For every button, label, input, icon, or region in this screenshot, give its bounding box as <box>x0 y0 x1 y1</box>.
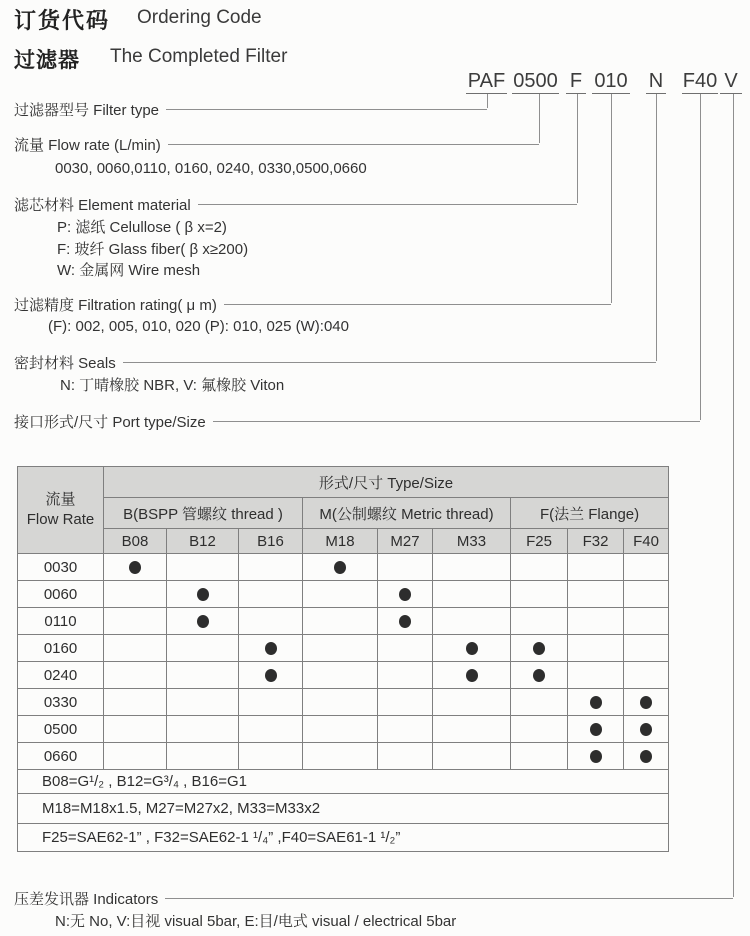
availability-dot <box>466 669 478 682</box>
availability-dot <box>640 723 652 736</box>
availability-cell <box>303 716 378 743</box>
flow-rate-cell: 0160 <box>18 635 104 662</box>
availability-cell <box>511 743 568 770</box>
connector-flow <box>539 94 540 143</box>
availability-cell <box>378 743 433 770</box>
availability-dot <box>399 588 411 601</box>
col-b12: B12 <box>167 529 239 554</box>
flow-rate-header-zh: 流量 <box>45 490 76 508</box>
leader-line <box>198 204 577 205</box>
availability-cell <box>433 716 511 743</box>
connector-seal <box>656 94 657 361</box>
availability-cell <box>568 662 624 689</box>
availability-cell <box>568 689 624 716</box>
availability-cell <box>167 743 239 770</box>
type-size-title: 形式/尺寸 Type/Size <box>104 467 669 498</box>
availability-cell <box>167 716 239 743</box>
availability-cell <box>239 581 303 608</box>
flow-rate-cell: 0110 <box>18 608 104 635</box>
material-option-p: P: 滤纸 Celullose ( β x=2) <box>57 219 227 236</box>
connector-model <box>487 94 488 108</box>
availability-cell <box>433 689 511 716</box>
availability-cell <box>378 581 433 608</box>
availability-dot <box>265 669 277 682</box>
flow-rate-cell: 0060 <box>18 581 104 608</box>
type-size-table <box>17 466 669 852</box>
table-row <box>18 689 669 716</box>
availability-cell <box>167 635 239 662</box>
availability-dot <box>533 642 545 655</box>
table-row <box>18 608 669 635</box>
note-row-bspp <box>18 770 669 794</box>
availability-cell <box>303 554 378 581</box>
leader-line <box>224 304 611 305</box>
availability-cell <box>511 716 568 743</box>
availability-cell <box>167 662 239 689</box>
flow-rate-cell: 0500 <box>18 716 104 743</box>
page-title-zh: 订货代码 <box>14 8 111 33</box>
col-f40: F40 <box>624 529 669 554</box>
code-segment-indicator: V <box>720 70 742 94</box>
availability-cell <box>239 554 303 581</box>
legend-flow-rate <box>14 135 539 153</box>
flow-rate-cell: 0330 <box>18 689 104 716</box>
code-segment-material: F <box>566 70 586 94</box>
page-subtitle-zh: 过滤器 <box>14 49 80 72</box>
availability-dot <box>265 642 277 655</box>
availability-dot <box>640 750 652 763</box>
availability-cell <box>624 662 669 689</box>
availability-cell <box>303 743 378 770</box>
availability-cell <box>624 581 669 608</box>
flow-rate-header <box>18 467 104 554</box>
availability-cell <box>303 608 378 635</box>
flow-rate-values: 0030, 0060,0110, 0160, 0240, 0330,0500,0660 <box>55 160 367 177</box>
note-bspp: B08=G¹/₂ , B12=G³/₄ , B16=G1 <box>18 770 669 794</box>
leader-line <box>165 898 733 899</box>
legend-port-type <box>14 412 700 430</box>
availability-cell <box>511 635 568 662</box>
availability-cell <box>511 608 568 635</box>
legend-flow-rate-label: 流量 Flow rate (L/min) <box>14 136 161 154</box>
col-f25: F25 <box>511 529 568 554</box>
flow-rate-cell: 0240 <box>18 662 104 689</box>
availability-cell <box>511 689 568 716</box>
availability-dot <box>640 696 652 709</box>
availability-cell <box>433 581 511 608</box>
flow-rate-cell: 0030 <box>18 554 104 581</box>
availability-cell <box>104 608 167 635</box>
table-row <box>18 716 669 743</box>
availability-cell <box>624 608 669 635</box>
indicators-options: N:无 No, V:目视 visual 5bar, E:目/电式 visual / electrical 5bar <box>55 913 457 930</box>
availability-cell <box>378 689 433 716</box>
note-flange: F25=SAE62-1” , F32=SAE62-1 ¹/₄” ,F40=SAE61-1 ¹/₂” <box>18 824 669 852</box>
availability-cell <box>511 662 568 689</box>
leader-line <box>166 109 487 110</box>
availability-cell <box>239 689 303 716</box>
availability-cell <box>511 581 568 608</box>
note-metric: M18=M18x1.5, M27=M27x2, M33=M33x2 <box>18 794 669 824</box>
legend-seals-label: 密封材料 Seals <box>14 354 116 372</box>
availability-cell <box>104 662 167 689</box>
availability-cell <box>167 554 239 581</box>
col-m27: M27 <box>378 529 433 554</box>
leader-line <box>213 421 700 422</box>
availability-cell <box>433 554 511 581</box>
legend-indicators-label: 压差发讯器 Indicators <box>14 890 159 908</box>
availability-cell <box>433 743 511 770</box>
availability-cell <box>303 635 378 662</box>
material-option-w: W: 金属网 Wire mesh <box>57 262 201 279</box>
legend-seals <box>14 353 656 371</box>
code-segment-port: F40 <box>682 70 718 92</box>
availability-cell <box>433 608 511 635</box>
availability-cell <box>303 581 378 608</box>
availability-cell <box>167 608 239 635</box>
availability-cell <box>239 662 303 689</box>
seals-options: N: 丁晴橡胶 NBR, V: 氟橡胶 Viton <box>60 377 285 394</box>
leader-line <box>123 362 656 363</box>
availability-dot <box>533 669 545 682</box>
availability-cell <box>378 662 433 689</box>
table-row <box>18 635 669 662</box>
legend-element-material <box>14 195 577 213</box>
availability-cell <box>239 743 303 770</box>
table-row <box>18 554 669 581</box>
availability-cell <box>378 635 433 662</box>
legend-filter-type-label: 过滤器型号 Filter type <box>14 101 160 119</box>
legend-filtration-rating-label: 过滤精度 Filtration rating( μ m) <box>14 296 217 314</box>
availability-cell <box>568 581 624 608</box>
availability-cell <box>104 581 167 608</box>
availability-cell <box>303 689 378 716</box>
availability-dot <box>197 588 209 601</box>
availability-cell <box>167 689 239 716</box>
flow-matrix-body <box>18 554 669 770</box>
col-m33: M33 <box>433 529 511 554</box>
code-segment-flow: 0500 <box>513 70 558 92</box>
availability-cell <box>104 716 167 743</box>
availability-cell <box>239 635 303 662</box>
availability-dot <box>334 561 346 574</box>
availability-cell <box>167 581 239 608</box>
group-flange: F(法兰 Flange) <box>511 498 669 529</box>
material-option-f: F: 玻纤 Glass fiber( β x≥200) <box>57 241 249 258</box>
col-b08: B08 <box>104 529 167 554</box>
legend-port-type-label: 接口形式/尺寸 Port type/Size <box>14 413 206 431</box>
availability-cell <box>104 635 167 662</box>
table-row <box>18 581 669 608</box>
availability-cell <box>624 554 669 581</box>
note-row-flange <box>18 824 669 852</box>
availability-dot <box>399 615 411 628</box>
availability-cell <box>624 716 669 743</box>
availability-cell <box>433 662 511 689</box>
availability-cell <box>568 716 624 743</box>
col-b16: B16 <box>239 529 303 554</box>
col-f32: F32 <box>568 529 624 554</box>
availability-cell <box>568 608 624 635</box>
availability-cell <box>239 608 303 635</box>
availability-cell <box>104 743 167 770</box>
availability-cell <box>239 716 303 743</box>
note-row-metric <box>18 794 669 824</box>
availability-cell <box>104 689 167 716</box>
legend-indicators <box>14 889 733 907</box>
code-segment-seal: N <box>646 70 666 94</box>
availability-dot <box>590 723 602 736</box>
legend-filter-type <box>14 100 487 118</box>
connector-rating <box>611 94 612 303</box>
connector-material <box>577 94 578 203</box>
availability-cell <box>433 635 511 662</box>
availability-cell <box>624 743 669 770</box>
flow-rate-header-en: Flow Rate <box>26 511 95 528</box>
legend-element-material-label: 滤芯材料 Element material <box>14 196 191 214</box>
availability-cell <box>378 716 433 743</box>
availability-cell <box>378 554 433 581</box>
code-segment-rating: 010 <box>592 70 630 94</box>
table-row <box>18 662 669 689</box>
availability-cell <box>378 608 433 635</box>
availability-dot <box>466 642 478 655</box>
connector-indicator <box>733 94 734 897</box>
connector-port <box>700 94 701 420</box>
group-metric: M(公制螺纹 Metric thread) <box>303 498 511 529</box>
availability-cell <box>624 635 669 662</box>
group-bspp: B(BSPP 管螺纹 thread ) <box>104 498 303 529</box>
filtration-rating-values: (F): 002, 005, 010, 020 (P): 010, 025 (W):040 <box>48 318 349 335</box>
availability-cell <box>303 662 378 689</box>
availability-cell <box>624 689 669 716</box>
availability-cell <box>104 554 167 581</box>
availability-cell <box>568 743 624 770</box>
table-row <box>18 743 669 770</box>
col-m18: M18 <box>303 529 378 554</box>
availability-cell <box>568 635 624 662</box>
availability-cell <box>568 554 624 581</box>
page-title-en: Ordering Code <box>137 7 262 28</box>
availability-dot <box>590 696 602 709</box>
availability-cell <box>511 554 568 581</box>
code-segment-model: PAF <box>467 70 506 92</box>
page-subtitle-en: The Completed Filter <box>110 46 288 67</box>
availability-dot <box>129 561 141 574</box>
availability-dot <box>590 750 602 763</box>
availability-dot <box>197 615 209 628</box>
flow-rate-cell: 0660 <box>18 743 104 770</box>
legend-filtration-rating <box>14 295 611 313</box>
leader-line <box>168 144 539 145</box>
